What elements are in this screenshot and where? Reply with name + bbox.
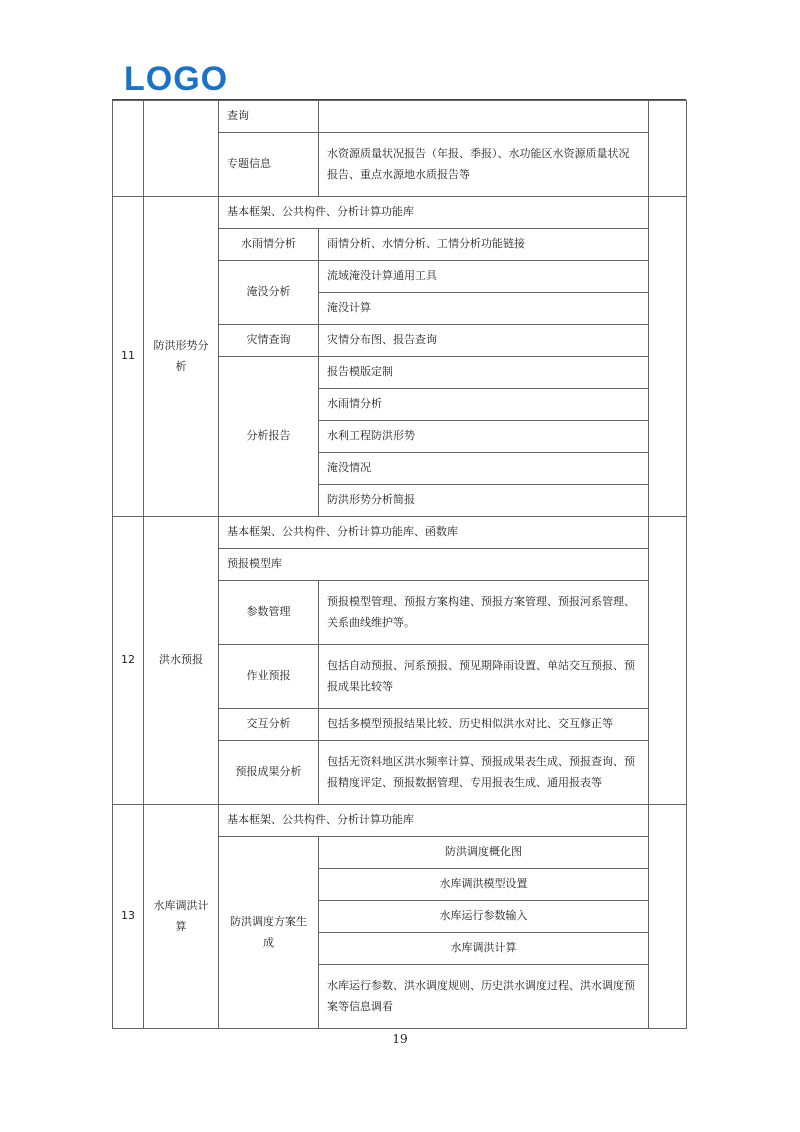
row-number (113, 101, 144, 197)
detail-cell: 包括多模型预报结果比较、历史相似洪水对比、交互修正等 (319, 709, 649, 741)
detail-cell: 水雨情分析 (319, 389, 649, 421)
detail-cell: 包括无资料地区洪水频率计算、预报成果表生成、预报查询、预报精度评定、预报数据管理、专用报表生成、通用报表等 (319, 741, 649, 805)
detail-cell (319, 101, 649, 133)
detail-cell: 水库调洪模型设置 (319, 869, 649, 901)
detail-cell: 水库调洪计算 (319, 933, 649, 965)
detail-cell: 包括自动预报、河系预报、预见期降雨设置、单站交互预报、预报成果比较等 (319, 645, 649, 709)
detail-cell: 流域淹没计算通用工具 (319, 261, 649, 293)
detail-cell: 水库运行参数输入 (319, 901, 649, 933)
remark-cell (649, 197, 687, 517)
function-table (112, 100, 687, 1029)
detail-cell: 灾情分布图、报告查询 (319, 325, 649, 357)
sub-item-disaster-query: 灾情查询 (219, 325, 319, 357)
detail-cell: 预报模型管理、预报方案构建、预报方案管理、预报河系管理、关系曲线维护等。 (319, 581, 649, 645)
sub-item-topic-info: 专题信息 (219, 133, 319, 197)
function-name: 防洪形势分析 (144, 197, 219, 517)
detail-cell: 防洪调度概化图 (319, 837, 649, 869)
table-row (113, 517, 687, 549)
remark-cell (649, 805, 687, 1029)
row-number: 13 (113, 805, 144, 1029)
detail-cell: 淹没情况 (319, 453, 649, 485)
framework-cell: 基本框架、公共构件、分析计算功能库 (219, 197, 649, 229)
sub-item-job-forecast: 作业预报 (219, 645, 319, 709)
remark-cell (649, 517, 687, 805)
table-row (113, 805, 687, 837)
function-name (144, 101, 219, 197)
function-name: 水库调洪计算 (144, 805, 219, 1029)
detail-cell: 雨情分析、水情分析、工情分析功能链接 (319, 229, 649, 261)
remark-cell (649, 101, 687, 197)
function-name: 洪水预报 (144, 517, 219, 805)
logo: LOGO (124, 60, 229, 98)
row-number: 11 (113, 197, 144, 517)
sub-item-result-analysis: 预报成果分析 (219, 741, 319, 805)
sub-item-query: 查询 (219, 101, 319, 133)
sub-item-flood-analysis: 淹没分析 (219, 261, 319, 325)
table-row (113, 101, 687, 133)
page-number: 19 (392, 1032, 408, 1046)
detail-cell: 水资源质量状况报告（年报、季报）、水功能区水资源质量状况报告、重点水源地水质报告等 (319, 133, 649, 197)
sub-item-interactive-analysis: 交互分析 (219, 709, 319, 741)
framework-cell: 基本框架、公共构件、分析计算功能库 (219, 805, 649, 837)
detail-cell: 水利工程防洪形势 (319, 421, 649, 453)
sub-item-rain-analysis: 水雨情分析 (219, 229, 319, 261)
detail-cell: 水库运行参数、洪水调度规则、历史洪水调度过程、洪水调度预案等信息调看 (319, 965, 649, 1029)
table-row (113, 197, 687, 229)
detail-cell: 报告模版定制 (319, 357, 649, 389)
sub-item-analysis-report: 分析报告 (219, 357, 319, 517)
sub-item-dispatch-plan: 防洪调度方案生成 (219, 837, 319, 1029)
detail-cell: 防洪形势分析简报 (319, 485, 649, 517)
sub-item-param-mgmt: 参数管理 (219, 581, 319, 645)
model-library-cell: 预报模型库 (219, 549, 649, 581)
row-number: 12 (113, 517, 144, 805)
framework-cell: 基本框架、公共构件、分析计算功能库、函数库 (219, 517, 649, 549)
detail-cell: 淹没计算 (319, 293, 649, 325)
